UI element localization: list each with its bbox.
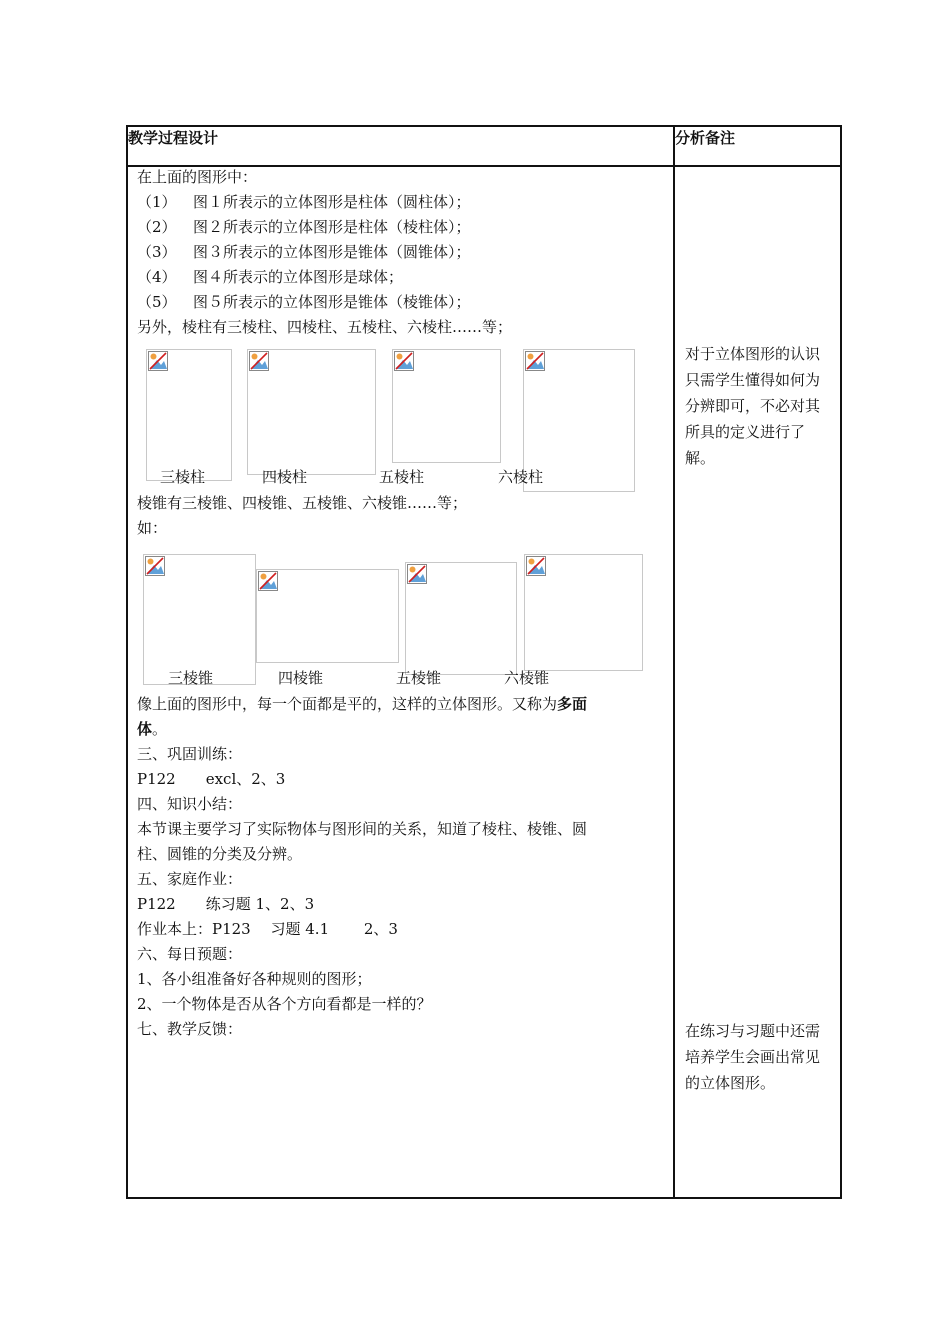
broken-image-icon [258,571,278,591]
polyhedron-line-1: 像上面的图形中，每一个面都是平的，这样的立体图形。又称为多面 [137,695,588,713]
section-5-line-1: P122 练习题 1、2、3 [137,895,315,913]
pyramid-image-1 [143,554,256,685]
broken-image-icon [526,556,546,576]
list-item: （5） 图５所表示的立体图形是锥体（棱锥体）； [137,293,471,311]
list-item: （3） 图３所表示的立体图形是锥体（圆锥体）； [137,243,471,261]
prism-image-2 [247,349,376,475]
section-3-title: 三、巩固训练： [137,745,243,763]
list-item: （2） 图２所表示的立体图形是柱体（棱柱体）； [137,218,471,236]
lesson-table [126,125,842,1199]
list-item: （4） 图４所表示的立体图形是球体； [137,268,404,286]
broken-image-icon [148,351,168,371]
section-6-line-2: 2、一个物体是否从各个方向看都是一样的？ [137,995,432,1013]
broken-image-icon [407,564,427,584]
pyramid-image-2 [256,569,399,663]
section-7-title: 七、教学反馈： [137,1020,243,1038]
pyramid-caption: 三棱锥 [168,669,214,687]
prism-image-1 [146,349,232,481]
pyramid-example: 如： [137,519,168,537]
list-item: （1） 图１所表示的立体图形是柱体（圆柱体）； [137,193,471,211]
broken-image-icon [394,351,414,371]
section-4-line-1: 本节课主要学习了实际物体与图形间的关系，知道了棱柱、棱锥、圆 [137,820,588,838]
broken-image-icon [249,351,269,371]
header-teaching-process: 教学过程设计 [127,126,674,166]
pyramid-image-4 [524,554,643,671]
prism-caption: 三棱柱 [160,468,206,486]
pyramid-image-3 [405,562,517,675]
header-analysis-notes: 分析备注 [674,126,841,166]
pyramid-caption: 五棱锥 [396,669,442,687]
intro-line: 在上面的图形中： [137,168,258,186]
prism-caption: 五棱柱 [379,468,425,486]
pyramid-intro: 棱锥有三棱锥、四棱锥、五棱锥、六棱锥……等； [137,494,468,512]
section-3-line: P122 excl、2、3 [137,770,286,788]
prism-image-3 [392,349,501,463]
prism-caption: 六棱柱 [498,468,544,486]
note-1: 对于立体图形的认识只需学生懂得如何为分辨即可，不必对其所具的定义进行了解。 [685,345,821,467]
pyramid-caption: 四棱锥 [278,669,324,687]
prism-intro: 另外，棱柱有三棱柱、四棱柱、五棱柱、六棱柱……等； [137,318,513,336]
note-2: 在练习与习题中还需培养学生会画出常见的立体图形。 [685,1022,821,1092]
broken-image-icon [525,351,545,371]
pyramid-caption: 六棱锥 [504,669,550,687]
analysis-notes-cell [674,166,841,1198]
section-5-title: 五、家庭作业： [137,870,243,888]
polyhedron-line-2: 体。 [137,720,168,738]
section-4-line-2: 柱、圆锥的分类及分辨。 [137,845,303,863]
teaching-process-cell [127,166,674,1198]
section-5-line-2: 作业本上：P123 习题 4.1 2、3 [137,920,398,938]
section-4-title: 四、知识小结： [137,795,243,813]
section-6-title: 六、每日预题： [137,945,243,963]
broken-image-icon [145,556,165,576]
prism-caption: 四棱柱 [262,468,308,486]
section-6-line-1: 1、各小组准备好各种规则的图形； [137,970,372,988]
